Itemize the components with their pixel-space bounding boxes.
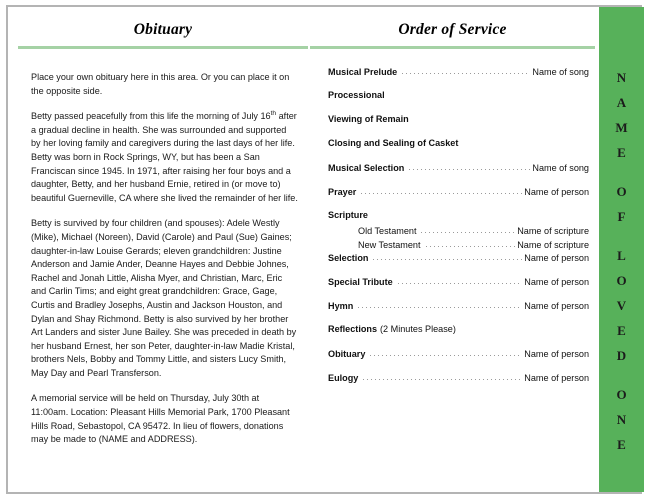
order-item-label: Musical Prelude — [328, 67, 398, 77]
obituary-body — [18, 49, 308, 447]
dotted-leader — [361, 186, 522, 195]
order-of-service-column — [310, 7, 595, 492]
band-letter: L — [617, 248, 626, 263]
band-letter: N — [616, 412, 627, 427]
order-item-value: Name of song — [532, 67, 589, 77]
band-word — [616, 243, 626, 368]
order-item-label: Prayer — [328, 187, 357, 197]
order-item-label: New Testament — [358, 239, 421, 250]
order-of-service-row — [328, 114, 589, 138]
order-of-service-row — [328, 239, 589, 253]
band-letter: V — [616, 298, 627, 313]
dotted-leader — [358, 300, 522, 309]
order-of-service-row — [328, 372, 589, 396]
band-letter: E — [617, 437, 626, 452]
order-item-label: Scripture — [328, 210, 368, 220]
order-item-label: Processional — [328, 90, 385, 100]
band-letter: E — [617, 323, 626, 338]
band-letter: F — [617, 209, 626, 224]
band-word — [616, 179, 626, 229]
band-letter: O — [616, 387, 627, 402]
band-word — [615, 65, 627, 165]
order-of-service-row — [328, 252, 589, 276]
order-item-value: Name of person — [524, 349, 589, 359]
order-item-label: Closing and Sealing of Casket — [328, 138, 459, 148]
dotted-leader — [398, 276, 523, 285]
order-item-label: Viewing of Remain — [328, 114, 409, 124]
obituary-paragraph-2 — [31, 110, 298, 205]
band-letter: D — [616, 348, 627, 363]
order-of-service-row — [328, 186, 589, 210]
order-item-label: Eulogy — [328, 373, 359, 383]
obituary-title: Obituary — [133, 21, 193, 38]
order-item-label: Old Testament — [358, 226, 417, 236]
order-item-value: Name of scripture — [517, 239, 589, 250]
name-of-loved-one-band — [599, 7, 644, 492]
order-item-value: Name of person — [524, 373, 589, 383]
order-item-label: Hymn — [328, 301, 354, 311]
order-of-service-row — [328, 324, 589, 348]
band-letter: E — [617, 145, 626, 160]
obituary-paragraph-1: Place your own obituary here in this area. Or you can place it on the opposite side. — [31, 72, 290, 96]
order-of-service-title: Order of Service — [398, 21, 507, 38]
order-of-service-row — [328, 66, 589, 90]
order-of-service-row — [328, 162, 589, 186]
order-of-service-row — [328, 276, 589, 300]
order-item-label: Obituary — [328, 349, 366, 359]
obituary-column — [18, 7, 308, 492]
order-item-label: Musical Selection — [328, 163, 405, 173]
order-item-value: Name of scripture — [517, 226, 589, 236]
order-item-label: Reflections — [328, 324, 378, 334]
order-item-label: Selection — [328, 253, 369, 263]
obituary-paragraph-2-before: Betty passed peacefully from this life the morning of July 16 — [31, 111, 271, 122]
band-word — [616, 382, 626, 457]
order-of-service-list — [310, 49, 595, 396]
dotted-leader — [363, 372, 522, 381]
band-letter: N — [616, 70, 627, 85]
order-item-label: Special Tribute — [328, 277, 393, 287]
dotted-leader — [370, 348, 522, 357]
dotted-leader — [409, 162, 530, 171]
order-item-value: Name of person — [524, 253, 589, 263]
dotted-leader — [402, 66, 530, 75]
program-sheet — [6, 5, 642, 494]
order-item-value: Name of person — [524, 277, 589, 287]
order-of-service-row — [328, 348, 589, 372]
band-letter: O — [616, 184, 627, 199]
order-item-value: Name of person — [524, 301, 589, 311]
band-letter: M — [615, 120, 628, 135]
order-of-service-row — [328, 90, 589, 114]
date-ordinal-superscript: th — [270, 110, 277, 118]
order-item-value: Name of person — [524, 187, 589, 197]
band-letter: A — [616, 95, 627, 110]
order-of-service-row — [328, 210, 589, 225]
band-letter: O — [616, 273, 627, 288]
order-of-service-row — [328, 300, 589, 324]
dotted-leader — [421, 225, 515, 234]
dotted-leader — [426, 239, 516, 248]
program-columns — [8, 7, 640, 492]
dotted-leader — [373, 252, 522, 261]
order-item-note: (2 Minutes Please) — [380, 324, 456, 334]
obituary-paragraph-4: A memorial service will be held on Thursday, July 30th at 11:00am. Location: Pleasant Hills Memorial Park, 1700 Pleasant Hills Road, Sebastopol, CA 95472. In lieu of flowers, donations may be made to (NAME and ADDRESS). — [31, 393, 290, 445]
order-item-value: Name of song — [532, 163, 589, 173]
order-of-service-row — [328, 138, 589, 162]
order-of-service-row — [328, 225, 589, 239]
obituary-paragraph-3: Betty is survived by four children (and spouses): Adele Westly (Mike), Michael (Noreen), David (Carole) and Paul (Sue) Gaines; daughter-in-law Louise Gerards; eleven grandchildren: Justine Anderson and Jamie Ander, Deanne Hayes and Debbie Johnes, Rachel and Jonah Little, Alisha Myer, and Christian, Marc, Eric and Carlin Tims; and eight great grandchildren: Grace, Gage, Curtis and Bradley Josephs, Austin and Jackson Houston, and Dylan and Shay Richmond. Betty is also survived by her brother Art Landers and sister June Bailey. She was preceded in death by her husband Ernest, her son Peter, daughter-in-law Madie Kristal, brothers Nels, Bobby and Tommy Little, and sisters Lucy Smith, May Day and Pearl Transferson. — [31, 218, 297, 378]
obituary-paragraph-2-after: after a gradual decline in health. She was surrounded and supported by her loving family and caregivers during the last days of her life. Betty was born in Rock Springs, WY, but has been a San Franciscan since 1945. In 1971, after raising her four boys and a daughter, Betty, and her husband Ernie, retired in (or move to) beautiful Guerneville, CA where she lived the remainder of her life. — [31, 111, 298, 203]
